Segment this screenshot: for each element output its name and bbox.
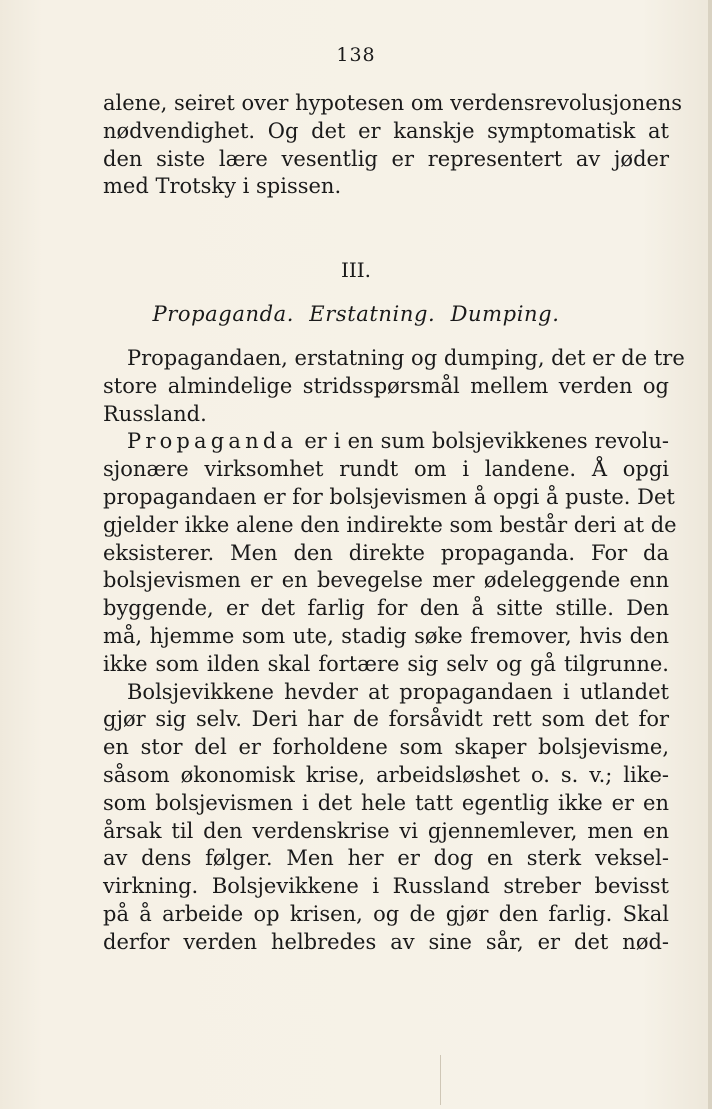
text-line: gjør sig selv. Deri har de forsåvidt rett som det for (103, 707, 669, 732)
text-line: propagandaen er for bolsjevismen å opgi å puste. Det (103, 484, 675, 509)
text-line: på å arbeide op krisen, og de gjør den farlig. Skal (103, 901, 669, 926)
intro-paragraph (103, 90, 682, 201)
text-line: av dens følger. Men her er dog en sterk veksel- (103, 846, 669, 871)
text-line: Bolsjevikkene hevder at propagandaen i utlandet (127, 679, 669, 704)
text-line: nødvendighet. Og det er kanskje symptomatisk at (103, 118, 669, 143)
text-line: virkning. Bolsjevikkene i Russland streber bevisst (103, 874, 669, 899)
text-line: alene, seiret over hypotesen om verdensrevolusjonens (103, 91, 682, 115)
text-line: sjonære virksomhet rundt om i landene. Å opgi (103, 457, 669, 482)
text-line: Russland. (103, 401, 207, 426)
text-line: må, hjemme som ute, stadig søke fremover, hvis den (103, 623, 669, 648)
text-line: byggende, er det farlig for den å sitte stille. Den (103, 596, 669, 621)
text-line: som bolsjevismen i det hele tatt egentlig ikke er en (103, 790, 669, 815)
text-line: derfor verden helbredes av sine sår, er det nød- (103, 929, 669, 954)
text-line: den siste lære vesentlig er representert av jøder (103, 146, 669, 171)
text-line: store almindelige stridsspørsmål mellem verden og (103, 373, 669, 398)
section-subtitle: Propaganda. Erstatning. Dumping. (152, 302, 560, 326)
text-line: ikke som ilden skal fortære sig selv og gå tilgrunne. (103, 651, 669, 676)
text-line: gjelder ikke alene den indirekte som består deri at de (103, 512, 677, 537)
text-line: bolsjevismen er en bevegelse mer ødeleggende enn (103, 568, 669, 593)
text-line: såsom økonomisk krise, arbeidsløshet o. s. v.; like- (103, 762, 669, 787)
text-line: årsak til den verdenskrise vi gjennemlever, men en (103, 818, 669, 843)
page-number: 138 (336, 44, 376, 66)
body-text (103, 345, 685, 957)
text-line: Propagandaen, erstatning og dumping, det er de tre (127, 346, 685, 370)
section-number: III. (340, 258, 372, 282)
spaced-emphasis-word: Propaganda (127, 429, 298, 454)
paper-crease-mark (440, 1055, 441, 1105)
line-remainder: er i en sum bolsjevikkenes revolu- (304, 429, 669, 454)
text-line: eksisterer. Men den direkte propaganda. For da (103, 540, 669, 565)
text-line: en stor del er forholdene som skaper bolsjevisme, (103, 735, 669, 760)
text-line: med Trotsky i spissen. (103, 174, 342, 199)
text-line-spaced-start (103, 428, 669, 456)
page-edge (708, 0, 712, 1109)
